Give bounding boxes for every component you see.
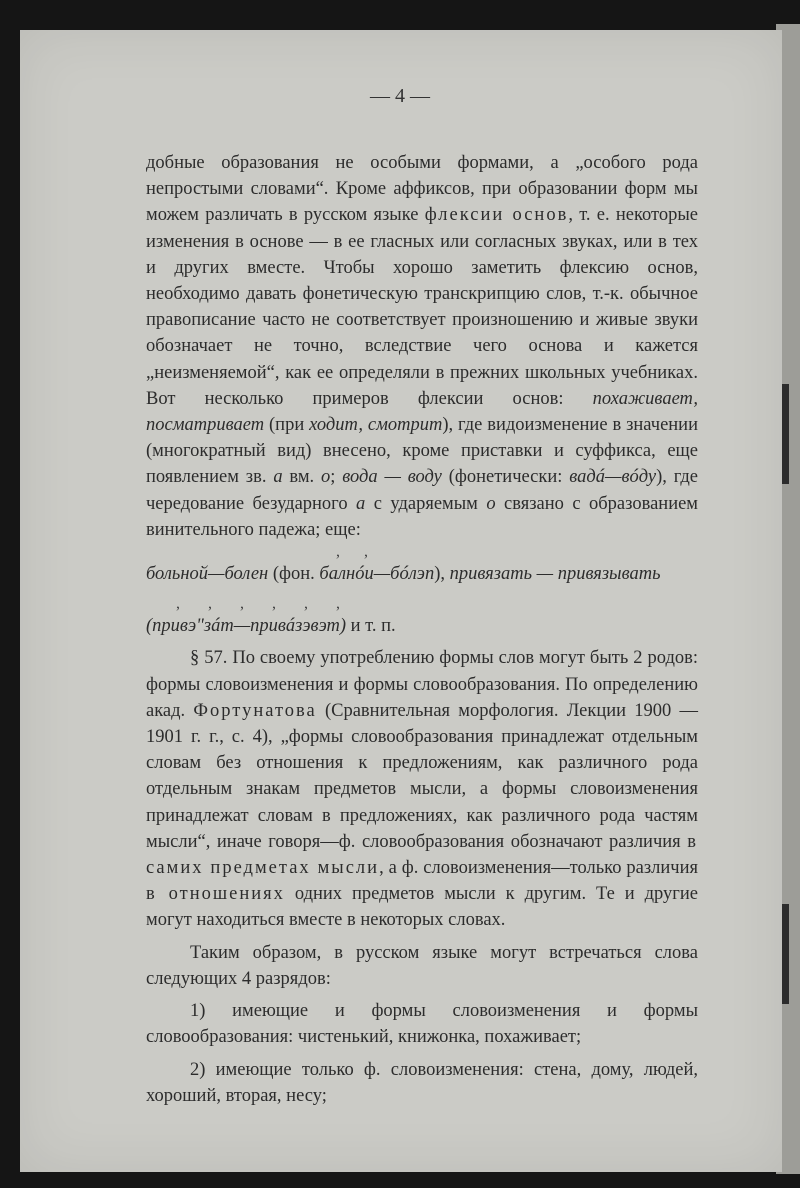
text-run: (фонетически:	[441, 467, 570, 488]
spaced-term: в отношениях	[146, 884, 285, 905]
example-italic: балнóи—бóлэп	[319, 564, 435, 585]
example-line	[146, 561, 698, 587]
paragraph-section-57	[146, 645, 698, 933]
paragraph-categories: Таким образом, в русском языке могут встречаться слова следующих 4 разрядов:	[146, 942, 698, 989]
accent-marks: , , , , , ,	[176, 595, 352, 613]
example-italic: а	[356, 493, 366, 514]
spaced-term: Фортунатова	[193, 700, 317, 721]
example-italic: вода — воду	[342, 467, 442, 488]
page-body	[146, 150, 698, 1109]
text-run: и т. п.	[346, 616, 396, 637]
text-run: (Сравнительная морфология. Лекции 1900 — 1901 г. г., с. 4), „формы словообразования принадлежат отдельным словам без отношения к предложениям, как различного рода отдельным знакам предметов мысли, а формы словоизменения принадлежат словам в предложениях, как различного рода частям мысли“, иначе говоря—ф. словообразования обозначают различия	[146, 700, 698, 852]
text-run: § 57. По своему употреблению формы слов могут быть 2 родов: формы словоизменения и формы словообразования. По определению акад.	[146, 648, 698, 721]
spaced-term: флексии основ	[424, 205, 569, 226]
text-run: , а ф. словоизменения—только различия	[379, 858, 698, 879]
example-italic: о	[320, 467, 331, 488]
example-italic: (привэ"зáт—привáзэвэт)	[146, 616, 347, 637]
example-italic: а	[273, 467, 283, 488]
text-run: (фон.	[268, 564, 320, 585]
text-run: вм.	[282, 467, 321, 488]
example-italic: о	[486, 493, 496, 514]
example-italic: больной—болен	[146, 564, 269, 585]
paragraph-flexion	[146, 150, 698, 543]
text-run: ), где чередование безударного	[146, 467, 698, 514]
page-number: — 4 —	[370, 85, 430, 107]
text-run: с ударяемым	[365, 493, 487, 514]
text-run: ;	[330, 467, 343, 488]
text-run: , т. е. некоторые изменения в основе — в ее гласных или согласных звуках, или в тех и других вместе. Чтобы хорошо заметить флексию основ, необходимо давать фонетическую транскрипцию слов, т.-к. обычное правописание часто не соответствует произношению и живые звуки обозначает не точно, вследствие чего основа и кажется „неизменяемой“, как ее определяли в прежних школьных учебниках. Вот несколько примеров флексии основ:	[146, 205, 698, 409]
text-run: ),	[434, 564, 450, 585]
accent-marks: , ,	[336, 543, 378, 561]
spaced-term: в самих предметах мысли	[146, 831, 698, 879]
text-run: одних предметов мысли к другим. Те и другие могут находиться вместе в некоторых словах.	[146, 884, 698, 931]
text-run: связано с образованием винительного падежа; еще:	[146, 493, 699, 540]
text-run: ), где видоизменение в значении (многократный вид) внесено, кроме приставки и суффикса, еще появлением зв.	[146, 415, 698, 488]
text-run: (при	[264, 415, 310, 436]
example-italic: похаживает, посматривает	[146, 388, 698, 436]
list-item-2: 2) имеющие только ф. словоизменения: стена, дому, людей, хороший, вторая, несу;	[146, 1059, 698, 1106]
list-item-1: 1) имеющие и формы словоизменения и формы словообразования: чистенький, книжонка, похаживает;	[146, 1001, 698, 1048]
example-italic: вадá—вóду	[569, 467, 657, 488]
example-line	[146, 613, 698, 639]
example-italic: привязать — привязывать	[449, 564, 661, 585]
example-italic: ходит, смотрит	[309, 415, 443, 436]
text-run: добные образования не особыми формами, а „особого рода непростыми словами“. Кроме аффиксов, при образовании форм мы можем различать в русском языке	[146, 153, 698, 226]
